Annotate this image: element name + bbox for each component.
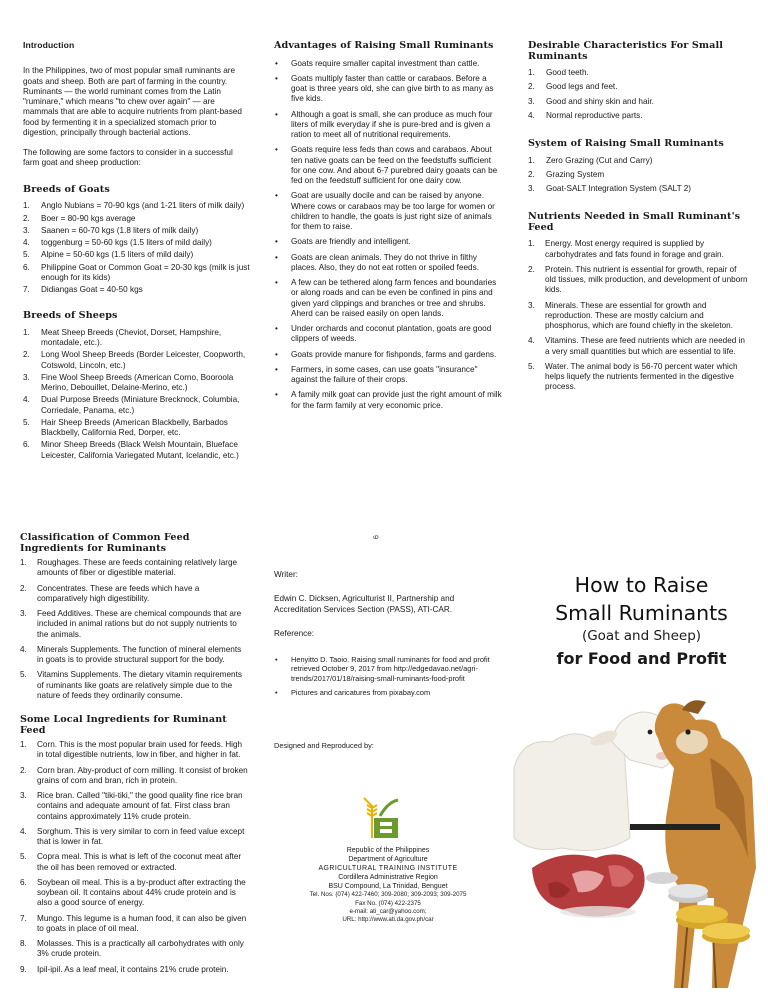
cover-title-line1: How to Raise [574,573,709,597]
list-item: • Although a goat is small, she can produce as much four liters of milk everyday if she is pure-bred and is given a ration to meet all of nutritional requirements. [274,110,502,141]
agency-address [274,846,502,924]
list-item: 3. Rice bran. Called "tiki-tiki," the good quality fine rice bran contains and adequate amount of fat. First class bran contains approximately 11% crude protein. [20,791,243,821]
system-list [528,156,748,195]
writer-name: Edwin C. Dicksen, Agriculturist II, Partnership and Accreditation Services Section (PASS), ATI-CAR. [274,594,455,614]
list-item: 5. Alpine = 50-60 kgs (1.5 liters of mild daily) [23,250,194,260]
list-item: • A family milk goat can provide just the right amount of milk for the farm family at very economic price. [274,390,502,411]
list-item: 7. Didiangas Goat = 40-50 kgs [23,285,143,294]
local-ingredients-list [20,740,248,975]
list-item: 3. Saanen = 60-70 kgs (1.8 liters of milk daily) [23,225,199,235]
list-item: 5. Vitamins Supplements. The dietary vitamin requirements of ruminants like goats are relatively simple due to the nature of feeds they ordinarily consume. [20,670,242,700]
list-item: 9. Ipil-ipil. As a leaf meal, it contains 21% crude protein. [20,964,229,974]
cover-panel [515,572,768,669]
sheep-breeds-heading: Breeds of Sheeps [23,310,118,322]
list-item: 6. Minor Sheep Breeds (Black Welsh Mountain, Blueface Leicester, California Variegated Mutant, Icelandic, etc.) [23,440,239,460]
list-item: 3. Feed Additives. These are chemical compounds that are included in animal rations but do not supply nutrients to the animals. [20,609,242,639]
list-item: 7. Mungo. This legume is a human food, it can also be given to goats in place of oil meal. [20,913,247,933]
intro-panel [23,41,251,473]
list-item: 2. Grazing System [528,169,605,179]
designed-by: Designed and Reproduced by: [274,741,374,750]
writer-label: Writer: [274,570,298,579]
reference-item: • Henyitto D. Taoio. Raising small ruminants for food and profit retrieved October 9, 2017 from http://edgedavao.net/agri-trends/2017/01/18/raising-small-ruminants-food-profit [274,655,502,683]
characteristics-panel [528,41,748,405]
agency-logo [358,794,404,840]
list-item: 1. Zero Grazing (Cut and Carry) [528,155,653,165]
list-item: 4. Sorghum. This is very similar to corn in feed value except that is lower in fat. [20,826,245,847]
list-item: • Goats are friendly and intelligent. [274,237,502,247]
list-item: • A few can be tethered along farm fences and boundaries or along roads and can be even be confined in pins and given yard clippings and branches or tree and shrubs. Aherd can be raised easily on open lands. [274,278,502,319]
agency-contact: e-mail: ati_car@yahoo.com; [349,907,427,915]
list-item: 1. Good teeth. [528,68,589,78]
ati-logo-icon [358,794,404,840]
list-item: 3. Fine Wool Sheep Breeds (American Corno, Booroola Merino, Debouillet, Delaine-Merino, etc.) [23,372,234,393]
nutrients-heading: Nutrients Needed in Small Ruminant's Feed [528,211,741,233]
credits-panel [274,570,502,923]
desirable-heading: Desirable Characteristics For Small Ruminants [528,40,723,62]
sheep-breeds-list [23,328,251,461]
reference-label: Reference: [274,628,315,638]
list-item: 3. Goat-SALT Integration System (SALT 2) [528,184,692,194]
list-item: 1. Anglo Nubians = 70-90 kgs (and 1-21 liters of milk daily) [23,201,245,211]
intro-paragraph: In the Philippines, two of most popular small ruminants are goats and sheep. Both are part of farming in the country. Ruminants — the world ruminant comes from the Latin "ruminare," which means "to chew over again" — are mammals that are able to acquire nutrients from plant-based food by fermenting it in a specialized stomach prior to digestion, principally through bacterial actions. [23,66,242,137]
reference-list [274,655,502,697]
goat-image [655,700,756,988]
list-item: 2. Concentrates. These are feeds which have a comparatively high digestibility. [20,583,200,603]
list-item: 5. Copra meal. This is what is left of the coconut meat after the oil has been removed or extracted. [20,852,242,872]
ornament: ௰ [373,531,380,541]
board-shape [630,824,720,830]
agency-line: Department of Agriculture [348,856,428,864]
list-item: 6. Philippine Goat or Common Goat = 20-30 kgs (milk is just enough for its kids) [23,262,250,282]
list-item: 3. Minerals. These are essential for growth and reproduction. These are mostly calcium and phosphorus, which are found chiefly in the skeleton. [528,300,733,331]
list-item: 3. Good and shiny skin and hair. [528,96,654,106]
list-item: 4. Normal reproductive parts. [528,110,643,120]
list-item: 2. Corn bran. Aby-product of corn milling. It consist of broken grains of corn and bran, rich in protein. [20,765,248,785]
factors-paragraph: The following are some factors to consider in a successful farm goat and sheep production: [23,148,233,168]
list-item: • Goats require less feds than cows and carabaos. About ten native goats can be feed on the feedstuffs sufficient for one cow. And about 6-7 purebred dairy goaats can be fed on the feedstuff sufficient for one dairy cow. [274,145,502,186]
nutrients-list [528,239,748,392]
list-item: 1. Corn. This is the most popular brain used for feeds. High in total digestible nutrients, low in fiber, and higher in fat. [20,740,243,760]
list-item: 8. Molasses. This is a practically all carbohydrates with only 3% crude protein. [20,939,244,959]
intro-heading: Introduction [23,40,75,50]
goat-breeds-heading: Breeds of Goats [23,183,110,195]
list-item: 1. Energy. Most energy required is supplied by carbohydrates and fats found in forage and grain. [528,239,724,259]
list-item: 2. Boer = 80-90 kgs average [23,213,136,223]
list-item: 1. Meat Sheep Breeds (Cheviot, Dorset, Hampshire, montadale, etc.). [23,327,222,348]
goat-breeds-list [23,201,251,295]
list-item: 5. Hair Sheep Breeds (American Blackbelly, Barbados Blackbelly, California Red, Dorper, etc. [23,417,228,438]
advantages-panel [274,41,502,416]
agency-contact: URL: http://www.ati.da.gov.ph/car [342,915,434,923]
feeds-panel [20,533,248,987]
classification-list [20,558,248,701]
meat-image [532,854,645,918]
system-heading: System of Raising Small Ruminants [528,138,724,150]
agency-contact: Tel. Nos. (074) 422-7460; 309-2080; 309-2093; 309-2075 [309,891,467,899]
cover-subtitle: (Goat and Sheep) [581,628,702,645]
list-item: • Goat are usually docile and can be raised by anyone. Where cows or carabaos may be too large for women or children to handle, the goats is just right size of animals for them to raise. [274,191,502,232]
desirable-list [528,68,748,121]
list-item: 4. Vitamins. These are feed nutrients which are needed in a very small quantities but which are essential to life. [528,336,745,356]
agency-contact: Fax No. (074) 422-2375 [355,899,421,907]
list-item: • Goats are clean animals. They do not thrive in filthy places. Also, they do not eat rotten or spoiled feeds. [274,253,502,274]
list-item: 6. Soybean oil meal. This is a by-product after extracting the soybean oil. It contains about 44% crude protein and is also a good source of energy. [20,877,246,908]
agency-line: BSU Compound, La Trinidad, Benguet [328,883,448,891]
list-item: 4. toggenburg = 50-60 kgs (1.5 liters of mild daily) [23,238,212,247]
list-item: • Under orchards and coconut plantation, goats are good clippers of weeds. [274,324,502,345]
cover-illustration [512,698,768,998]
advantages-list [274,59,502,411]
list-item: 4. Minerals Supplements. The function of mineral elements in goats is to provide structural support for the body. [20,644,242,665]
cover-title-line2: Small Ruminants [555,600,728,625]
list-item: 4. Dual Purpose Breeds (Miniature Brecknock, Columbia, Corriedale, Panama, etc.) [23,395,240,415]
list-item: • Goats provide manure for fishponds, farms and gardens. [274,350,502,360]
cover-tagline: for Food and Profit [556,649,727,669]
agency-line: Republic of the Philippines [346,847,430,854]
reference-item: • Pictures and caricatures from pixabay.com [274,688,502,697]
advantages-heading: Advantages of Raising Small Ruminants [274,40,494,51]
list-item: 1. Roughages. These are feeds containing relatively large amounts of fiber or digestible material. [20,558,238,578]
agency-line: Cordillera Administrative Region [338,874,438,882]
list-item: 2. Protein. This nutrient is essential for growth, repair of old tissues, milk production, and development of unborn kids. [528,264,748,295]
list-item: • Farmers, in some cases, can use goats "insurance" against the failure of their crops. [274,365,502,386]
list-item: • Goats require smaller capital investment than cattle. [274,59,502,69]
list-item: • Goats multiply faster than cattle or carabaos. Before a goat is three years old, she can give birth to as many as five kids. [274,74,502,105]
agency-line: AGRICULTURAL TRAINING INSTITUTE [318,865,458,873]
classification-heading: Classification of Common Feed Ingredients for Ruminants [20,532,190,554]
list-item: 2. Good legs and feet. [528,82,618,92]
list-item: 2. Long Wool Sheep Breeds (Border Leicester, Coopworth, Cotswold, Lincoln, etc.) [23,350,246,370]
local-ingredients-heading: Some Local Ingredients for Ruminant Feed [20,714,227,736]
list-item: 5. Water. The animal body is 56-70 percent water which helps liquefy the nutrients fermented in the digestive process. [528,361,738,392]
